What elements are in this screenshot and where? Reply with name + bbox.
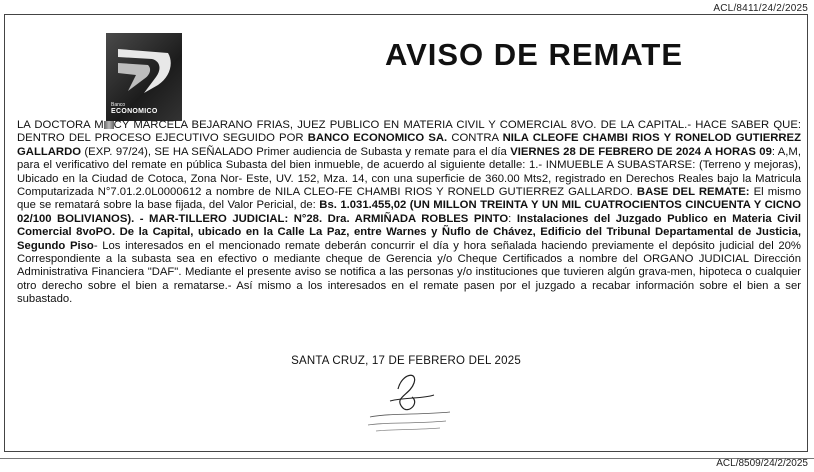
body-text-bold: VIERNES 28 DE FEBRERO DE 2024 A HORAS 09 <box>510 145 772 158</box>
body-text-segment: CONTRA <box>447 132 503 145</box>
body-text-segment: CY MARCELA BEJARANO FRIAS, JUEZ PUBLICO EN MATERIA CIVIL Y COMERCIAL 8VO. DE LA CAPITAL.- HACE SABER QUE: DENTRO DEL PROCESO EJECUTIVO SEGUIDO POR <box>17 119 801 145</box>
body-text-bold: BASE DEL REMATE: <box>636 186 750 199</box>
reference-code-bottom: ACL/8509/24/2/2025 <box>716 458 808 469</box>
bank-logo <box>106 33 182 121</box>
body-text-bold: NILA CLEOFE CHAMBI RIOS Y RONELOD GUTIERREZ GALLARDO <box>17 132 801 158</box>
signature-stamp-icon <box>350 367 480 443</box>
body-text-segment: (EXP. 97/24), SE HA SEÑALADO Primer audiencia de Subasta y remate para el día <box>81 145 511 158</box>
body-text-segment: : A,M, para el verificativo del remate en pública Subasta del bien inmueble, de acuerdo al siguiente detalle: 1.- INMUEBLE A SUBASTARSE: (Terreno y mejoras), Ubicado en la Ciudad de Cotoca, Zona Nor- Este, UV. 152, Mza. 14, con una superficie de 360.00 Mts2, registrado en Derechos Reales bajo la Matricula Computarizada N°7.01.2.0L0000612 a nombre de NILA CLEO-FE CHAMBI RIOS Y RONELD GUTIERREZ GALLARDO. <box>17 145 801 199</box>
notice-title: AVISO DE REMATE <box>385 37 684 72</box>
place-and-date: SANTA CRUZ, 17 DE FEBRERO DEL 2025 <box>291 355 521 367</box>
body-text-segment: - Los interesados en el mencionado remate deberán concurrir el día y hora señalada haciendo previamente el depósito judicial del 20% Correspondiente a la subasta sea en efectivo o mediante cheque de Gerencia y/o Cheque Certificados a nombre del ORGANO JUDICIAL Dirección Administrativa Financiera "DAF". Mediante el presente aviso se notifica a las personas y/o instituciones que tuvieren algún grava-men, hipoteca o cualquier otro derecho sobre el bien a rematarse.- Así mismo a los interesados en el remate pasen por el juzgado a recabar información sobre el bien a ser subastado. <box>17 239 801 306</box>
smudged-text <box>104 121 114 129</box>
body-text-segment: El mismo que se rematará sobre la base fijada, del Valor Pericial, de: <box>17 186 801 212</box>
body-text-bold: Instalaciones del Juzgado Publico en Materia Civil Comercial 8voPO. De la Capital, ubicado en la Calle La Paz, entre Warnes y Ñuflo de Chávez, Edificio del Tribunal Departamental de Justicia, Segundo Piso <box>17 212 801 252</box>
banco-economico-logo-icon <box>114 43 174 99</box>
body-text-bold: Bs. 1.031.455,02 (UN MILLON TREINTA Y UN MIL CUATROCIENTOS CINCUENTA Y CICNO 02/100 BOLIVIANOS). - MAR-TILLERO JUDICIAL: N°28. Dra. ARMIÑADA ROBLES PINTO <box>17 199 801 225</box>
notice-body <box>17 119 801 307</box>
auction-notice <box>4 14 808 452</box>
body-text-segment: LA DOCTORA M <box>17 119 104 131</box>
page-divider <box>0 458 814 459</box>
logo-brand-text: ECONOMICO <box>111 108 158 115</box>
logo-text-small: Banco <box>111 102 126 108</box>
reference-code-top: ACL/8411/24/2/2025 <box>713 3 808 14</box>
body-text-bold: BANCO ECONOMICO SA. <box>307 132 448 145</box>
body-text-segment: : <box>508 212 517 225</box>
